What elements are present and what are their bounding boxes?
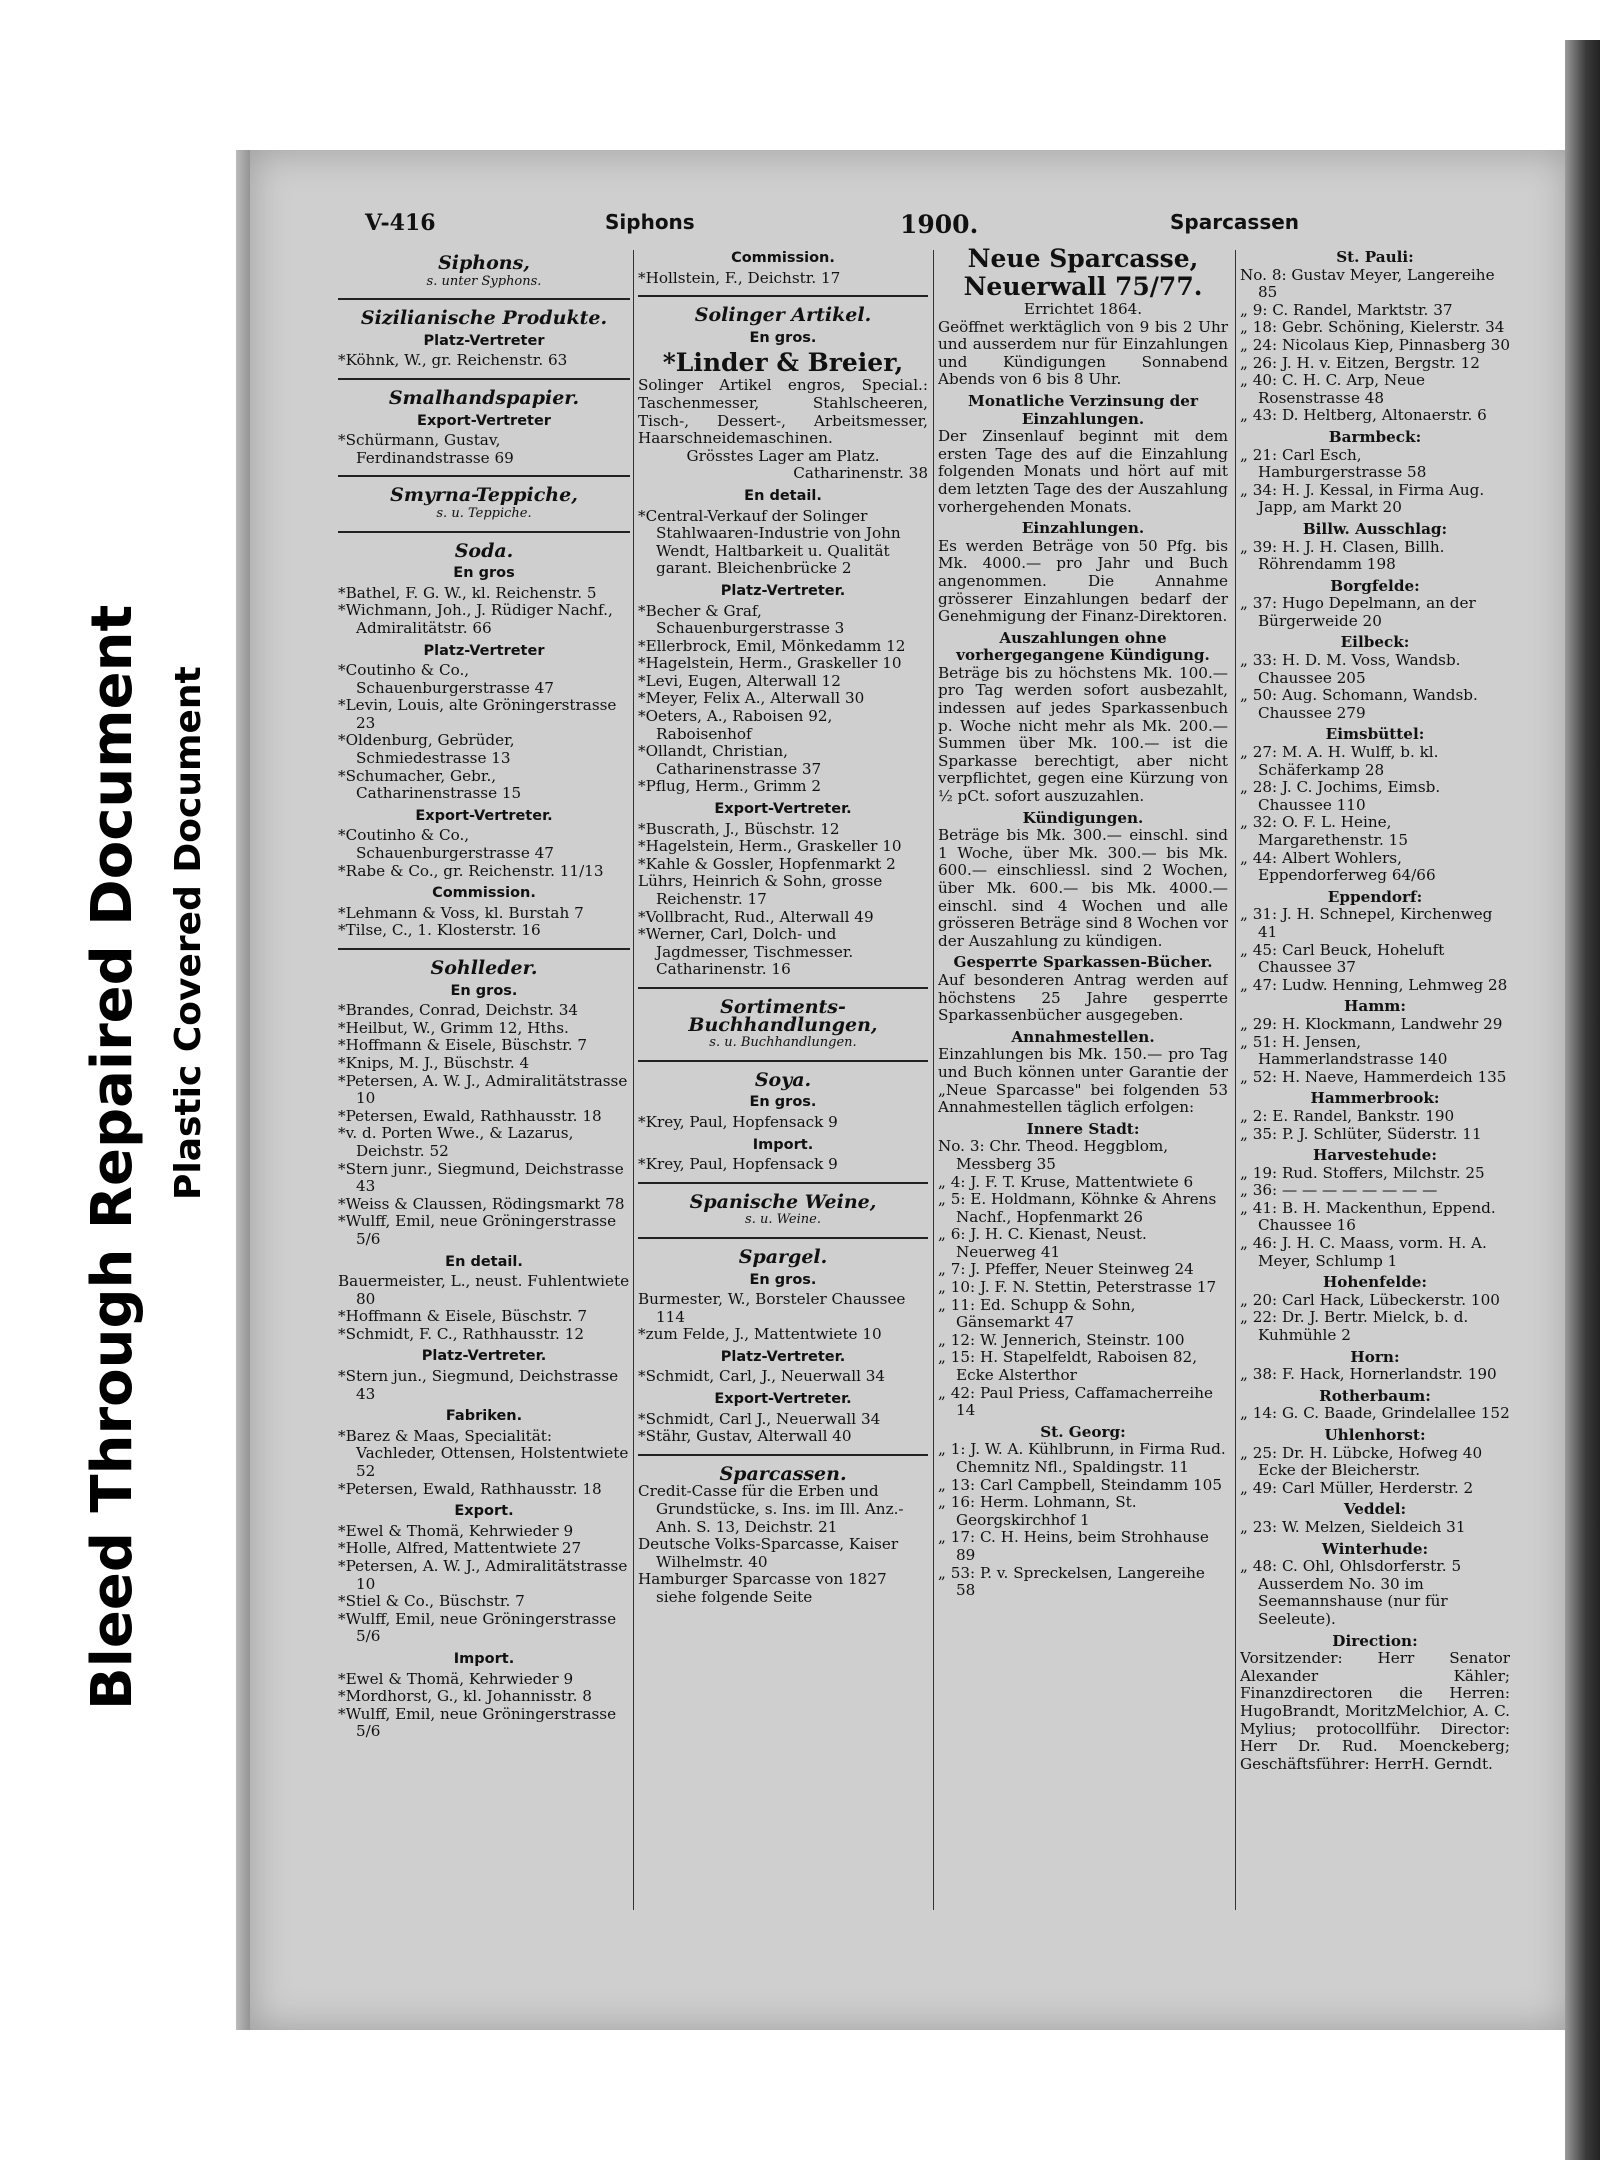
directory-entry: *Petersen, Ewald, Rathhausstr. 18	[338, 1479, 602, 1498]
directory-entry: No. 3: Chr. Theod. Heggblom, Messberg 35	[938, 1137, 1169, 1173]
section-heading: Spargel.	[738, 1245, 828, 1268]
right-aligned-line: Catharinenstr. 38	[793, 464, 928, 483]
directory-entry: *Oeters, A., Raboisen 92, Raboisenhof	[638, 707, 833, 743]
directory-entry: *Köhnk, W., gr. Reichenstr. 63	[338, 351, 568, 370]
directory-entry: *Schmidt, F. C., Rathhausstr. 12	[338, 1324, 585, 1343]
directory-entry: *zum Felde, J., Mattentwiete 10	[638, 1325, 882, 1344]
bold-heading: Direction:	[1332, 1631, 1418, 1650]
subheading: En gros.	[749, 329, 817, 346]
bold-heading: Innere Stadt:	[1026, 1119, 1140, 1138]
directory-entry: „ 7: J. Pfeffer, Neuer Steinweg 24	[938, 1260, 1194, 1279]
advert-title: *Linder & Breier,	[662, 348, 904, 378]
cross-reference: s. u. Buchhandlungen.	[709, 1035, 857, 1051]
directory-entry: *Wulff, Emil, neue Gröningerstrasse 5/6	[338, 1704, 617, 1741]
directory-entry: *Heilbut, W., Grimm 12, Hths.	[338, 1018, 569, 1037]
bold-heading: Eilbeck:	[1340, 633, 1410, 652]
directory-entry: „ 2: E. Randel, Bankstr. 190	[1240, 1106, 1455, 1125]
directory-entry: „ 31: J. H. Schnepel, Kirchenweg 41	[1240, 905, 1493, 941]
directory-entry: „ 45: Carl Beuck, Hoheluft Chaussee 37	[1240, 940, 1445, 977]
directory-entry: „ 47: Ludw. Henning, Lehmweg 28	[1240, 975, 1508, 994]
directory-entry: „ 42: Paul Priess, Caffamacherreihe 14	[938, 1383, 1213, 1420]
section-rule	[638, 1060, 928, 1062]
bold-heading: Borgfelde:	[1330, 576, 1420, 595]
directory-entry: „ 49: Carl Müller, Herderstr. 2	[1240, 1478, 1474, 1497]
section-heading: Sparcassen.	[719, 1462, 847, 1485]
section-heading: Sizilianische Produkte.	[360, 307, 608, 330]
directory-entry: *Stiel & Co., Büschstr. 7	[338, 1592, 525, 1611]
subheading: En gros.	[450, 982, 518, 999]
column-divider	[933, 250, 934, 1910]
bold-heading: Veddel:	[1343, 1500, 1407, 1519]
bold-heading: Monatliche Verzinsung der Einzahlungen.	[968, 391, 1198, 428]
header-year: 1900.	[900, 210, 979, 239]
directory-entry: „ 29: H. Klockmann, Landwehr 29	[1240, 1014, 1503, 1033]
directory-entry: „ 5: E. Holdmann, Köhnke & Ahrens Nachf., Hopfenmarkt 26	[938, 1190, 1217, 1226]
centered-line: Errichtet 1864.	[1023, 300, 1143, 318]
directory-entry: *Levin, Louis, alte Gröningerstrasse 23	[338, 696, 617, 732]
directory-entry: *Buscrath, J., Büschstr. 12	[638, 819, 840, 838]
directory-entry: *Holle, Alfred, Mattentwiete 27	[338, 1539, 582, 1558]
bold-heading: Hohenfelde:	[1322, 1273, 1428, 1292]
directory-entry: *Becher & Graf, Schauenburgerstrasse 3	[638, 601, 845, 638]
column-divider	[633, 250, 634, 1910]
directory-entry: „ 1: J. W. A. Kühlbrunn, in Firma Rud. Chemnitz Nfl., Spaldingstr. 11	[938, 1440, 1226, 1476]
section-rule	[638, 1182, 928, 1184]
cross-reference: s. unter Syphons.	[426, 273, 542, 289]
directory-entry: „ 19: Rud. Stoffers, Milchstr. 25	[1240, 1163, 1485, 1182]
directory-entry: *Pflug, Herm., Grimm 2	[638, 777, 822, 796]
directory-entry: *Wulff, Emil, neue Gröningerstrasse 5/6	[338, 1609, 617, 1646]
directory-entry: „ 44: Albert Wohlers, Eppendorferweg 64/66	[1240, 848, 1436, 885]
bold-heading: Horn:	[1350, 1347, 1400, 1366]
directory-entry: *Kahle & Gossler, Hopfenmarkt 2	[638, 854, 896, 873]
directory-entry: „ 41: B. H. Mackenthun, Eppend. Chaussee 16	[1240, 1198, 1496, 1235]
subheading: Import.	[453, 1650, 515, 1667]
section-rule	[638, 1454, 928, 1456]
directory-entry: Credit-Casse für die Erben und Grundstücke, s. Ins. im Ill. Anz.-Anh. S. 13, Deichstr. 21	[638, 1482, 904, 1536]
directory-entry: „ 39: H. J. H. Clasen, Billh. Röhrendamm 198	[1240, 537, 1445, 574]
directory-entry: „ 4: J. F. T. Kruse, Mattentwiete 6	[938, 1172, 1194, 1191]
page-header	[365, 210, 1300, 246]
subheading: En gros.	[749, 1271, 817, 1288]
bold-heading: Annahmestellen.	[1011, 1027, 1155, 1046]
section-heading: Sortiments-Buchhandlungen,	[688, 995, 878, 1036]
directory-entry: *Wichmann, Joh., J. Rüdiger Nachf., Admiralitätstr. 66	[338, 601, 613, 637]
directory-entry: „ 27: M. A. H. Wulff, b. kl. Schäferkamp 28	[1240, 743, 1439, 779]
directory-entry: „ 20: Carl Hack, Lübeckerstr. 100	[1240, 1290, 1500, 1309]
paragraph: Vorsitzender: Herr Senator Alexander Kähler; Finanzdirectoren die Herren: HugoBrandt, MoritzMelchior, A. C. Mylius; protocollführ. Director: Herr Dr. Rud. Moenckeberg; Geschäftsführer: HerrH. Gerndt.	[1240, 1649, 1510, 1773]
bold-heading: Rotherbaum:	[1319, 1386, 1431, 1405]
column-2	[638, 245, 928, 1607]
section-rule	[338, 298, 630, 300]
paragraph: Beträge bis Mk. 300.— einschl. sind 1 Woche, über Mk. 300.— bis Mk. 600.— einschliessl. sind 2 Wochen, über Mk. 600.— bis Mk. 4000.— einschl. sind 4 Wochen und alle grösseren Beträge sind 8 Wochen vor der Auszahlung zu kündigen.	[938, 826, 1228, 950]
directory-entry: „ 35: P. J. Schlüter, Süderstr. 11	[1240, 1124, 1482, 1143]
column-3	[938, 245, 1228, 1600]
directory-entry: „ 38: F. Hack, Hornerlandstr. 190	[1240, 1365, 1497, 1384]
directory-entry: *Levi, Eugen, Alterwall 12	[638, 671, 841, 690]
directory-entry: *Werner, Carl, Dolch- und Jagdmesser, Tischmesser. Catharinenstr. 16	[638, 925, 854, 979]
column-4	[1240, 245, 1510, 1773]
subheading: Export-Vertreter	[417, 412, 551, 429]
directory-entry: *Hagelstein, Herm., Graskeller 10	[638, 837, 902, 856]
subheading: Commission.	[731, 250, 835, 266]
directory-entry: *Tilse, C., 1. Klosterstr. 16	[338, 921, 541, 940]
directory-entry: *Coutinho & Co., Schauenburgerstrasse 47	[338, 661, 554, 697]
directory-entry: *Krey, Paul, Hopfensack 9	[638, 1155, 838, 1174]
directory-entry: *Petersen, Ewald, Rathhausstr. 18	[338, 1106, 602, 1125]
column-1	[338, 245, 630, 1741]
directory-entry: *Weiss & Claussen, Rödingsmarkt 78	[338, 1194, 625, 1213]
directory-entry: *Schumacher, Gebr., Catharinenstrasse 15	[338, 766, 522, 803]
directory-entry: *Oldenburg, Gebrüder, Schmiedestrasse 13	[338, 731, 515, 768]
directory-entry: *Schmidt, Carl, J., Neuerwall 34	[638, 1367, 886, 1386]
bold-heading: Winterhude:	[1321, 1539, 1429, 1558]
section-rule	[638, 1237, 928, 1239]
directory-entry: „ 18: Gebr. Schöning, Kielerstr. 34	[1240, 318, 1505, 337]
section-heading: Soya.	[754, 1068, 812, 1091]
directory-entry: „ 22: Dr. J. Bertr. Mielck, b. d. Kuhmühle 2	[1240, 1308, 1469, 1345]
directory-entry: *Mordhorst, G., kl. Johannisstr. 8	[338, 1687, 592, 1706]
directory-entry: *Barez & Maas, Specialität: Vachleder, Ottensen, Holstentwiete 52	[338, 1426, 629, 1481]
directory-entry: „ 23: W. Melzen, Sieldeich 31	[1240, 1517, 1466, 1536]
cross-reference: s. u. Weine.	[745, 1212, 821, 1228]
section-heading: Solinger Artikel.	[694, 304, 872, 327]
bold-heading: Kündigungen.	[1022, 808, 1144, 827]
directory-entry: „ 10: J. F. N. Stettin, Peterstrasse 17	[938, 1278, 1217, 1297]
directory-entry: „ 26: J. H. v. Eitzen, Bergstr. 12	[1240, 353, 1480, 372]
directory-entry: „ 52: H. Naeve, Hammerdeich 135	[1240, 1067, 1507, 1086]
section-rule	[638, 987, 928, 989]
directory-entry: *Schürmann, Gustav, Ferdinandstrasse 69	[338, 431, 514, 467]
directory-entry: „ 6: J. H. C. Kienast, Neust. Neuerweg 41	[938, 1225, 1147, 1261]
header-right-keyword: Sparcassen	[1170, 210, 1300, 234]
subheading: Platz-Vertreter	[423, 642, 545, 659]
centered-line: Grösstes Lager am Platz.	[686, 446, 880, 465]
bold-heading: Billw. Ausschlag:	[1302, 519, 1448, 538]
directory-entry: *Stern junr., Siegmund, Deichstrasse 43	[338, 1159, 624, 1196]
directory-entry: *Ewel & Thomä, Kehrwieder 9	[338, 1521, 574, 1540]
section-heading: Smyrna-Teppiche,	[390, 484, 578, 507]
directory-entry: „ 32: O. F. L. Heine, Margarethenstr. 15	[1240, 813, 1409, 849]
bold-heading: Gesperrte Sparkassen-Bücher.	[953, 953, 1213, 972]
directory-entry: „ 48: C. Ohl, Ohlsdorferstr. 5 Ausserdem No. 30 im Seemannshause (nur für Seeleute).	[1240, 1557, 1462, 1628]
directory-entry: „ 37: Hugo Depelmann, an der Bürgerweide 20	[1240, 594, 1476, 630]
section-heading: Sohlleder.	[430, 957, 538, 979]
bold-heading: St. Georg:	[1040, 1422, 1126, 1441]
directory-entry: „ 43: D. Heltberg, Altonaerstr. 6	[1240, 406, 1487, 425]
bold-heading: Hamm:	[1344, 997, 1406, 1016]
paragraph: Es werden Beträge von 50 Pfg. bis Mk. 4000.— pro Jahr und Buch angenommen. Die Annahme grösserer Einzahlungen bedarf der Genehmigung der Finanz-Direktoren.	[938, 536, 1228, 626]
directory-entry: *Meyer, Felix A., Alterwall 30	[638, 689, 865, 708]
directory-entry: *Petersen, A. W. J., Admiralitätstrasse 10	[338, 1557, 628, 1593]
directory-entry: *Hagelstein, Herm., Graskeller 10	[638, 654, 902, 673]
directory-entry: No. 8: Gustav Meyer, Langereihe 85	[1240, 265, 1495, 302]
directory-entry: „ 21: Carl Esch, Hamburgerstrasse 58	[1240, 445, 1427, 482]
directory-entry: *Brandes, Conrad, Deichstr. 34	[338, 1001, 579, 1020]
advert-title: Neue Sparcasse,	[967, 245, 1199, 273]
directory-entry: „ 33: H. D. M. Voss, Wandsb. Chaussee 205	[1240, 651, 1461, 687]
subheading: Fabriken.	[445, 1408, 523, 1425]
section-heading: Smalhandspapier.	[388, 386, 580, 409]
bold-heading: Hammerbrook:	[1310, 1089, 1440, 1108]
directory-entry: *Coutinho & Co., Schauenburgerstrasse 47	[338, 826, 554, 863]
directory-entry: *Vollbracht, Rud., Alterwall 49	[638, 907, 874, 926]
bold-heading: Eimsbüttel:	[1325, 725, 1425, 744]
subheading: En gros	[453, 565, 515, 582]
bold-heading: Eppendorf:	[1327, 887, 1423, 906]
section-rule	[338, 475, 630, 477]
subheading: Platz-Vertreter.	[720, 582, 846, 599]
section-heading: Spanische Weine,	[689, 1190, 877, 1213]
directory-entry: Lührs, Heinrich & Sohn, grosse Reichenstr. 17	[638, 872, 883, 908]
subheading: Export-Vertreter.	[714, 1391, 852, 1408]
paragraph: Geöffnet werktäglich von 9 bis 2 Uhr und ausserdem nur für Einzahlungen und Kündigungen Sonnabend Abends von 6 bis 8 Uhr.	[938, 317, 1228, 389]
section-rule	[338, 948, 630, 950]
subheading: En detail.	[445, 1253, 523, 1270]
directory-entry: *Schmidt, Carl J., Neuerwall 34	[638, 1409, 881, 1428]
directory-entry: *Lehmann & Voss, kl. Burstah 7	[338, 903, 584, 922]
bold-heading: St. Pauli:	[1336, 248, 1414, 266]
subheading: En gros.	[749, 1094, 817, 1111]
directory-entry: Burmester, W., Borsteler Chaussee 114	[638, 1290, 906, 1326]
subheading: Platz-Vertreter	[423, 332, 545, 349]
bold-heading: Barmbeck:	[1328, 427, 1422, 446]
directory-entry: *Rabe & Co., gr. Reichenstr. 11/13	[338, 861, 604, 880]
subheading: Import.	[752, 1136, 814, 1153]
bold-heading: Harvestehude:	[1313, 1146, 1437, 1165]
directory-entry: „ 11: Ed. Schupp & Sohn, Gänsemarkt 47	[938, 1295, 1136, 1332]
paragraph: Solinger Artikel engros, Special.: Taschenmesser, Stahlscheeren, Tisch-, Dessert-, Arbeitsmesser, Haarschneidemaschinen.	[638, 376, 928, 448]
section-heading: Soda.	[454, 539, 514, 562]
directory-entry: *Hoffmann & Eisele, Büschstr. 7	[338, 1307, 588, 1326]
directory-entry: „ 53: P. v. Spreckelsen, Langereihe 58	[938, 1563, 1205, 1600]
bold-heading: Einzahlungen.	[1021, 519, 1145, 538]
subheading: Platz-Vertreter.	[720, 1348, 846, 1365]
directory-entry: „ 14: G. C. Baade, Grindelallee 152	[1240, 1404, 1510, 1423]
directory-entry: „ 9: C. Randel, Marktstr. 37	[1240, 300, 1453, 319]
directory-entry: *Knips, M. J., Büschstr. 4	[338, 1053, 530, 1072]
advert-title: Neuerwall 75/77.	[963, 272, 1203, 301]
directory-entry: *Krey, Paul, Hopfensack 9	[638, 1112, 838, 1131]
directory-entry: „ 24: Nicolaus Kiep, Pinnasberg 30	[1240, 335, 1510, 354]
section-heading: Siphons,	[438, 252, 530, 274]
directory-entry: *Stern jun., Siegmund, Deichstrasse 43	[338, 1367, 619, 1403]
directory-entry: *Wulff, Emil, neue Gröningerstrasse 5/6	[338, 1212, 617, 1248]
section-rule	[638, 295, 928, 297]
directory-entry: „ 40: C. H. C. Arp, Neue Rosenstrasse 48	[1240, 371, 1425, 407]
directory-entry: *Ollandt, Christian, Catharinenstrasse 37	[638, 742, 822, 778]
bold-heading: Auszahlungen ohne vorhergegangene Kündigung.	[956, 628, 1210, 665]
overlay-label-main: Bleed Through Repaired Document	[80, 604, 145, 1710]
directory-entry: *Hollstein, F., Deichstr. 17	[638, 268, 841, 287]
directory-entry: *Ellerbrock, Emil, Mönkedamm 12	[638, 636, 906, 655]
directory-entry: *v. d. Porten Wwe., & Lazarus, Deichstr. 52	[338, 1124, 574, 1160]
section-rule	[338, 531, 630, 533]
directory-entry: *Petersen, A. W. J., Admiralitätstrasse 10	[338, 1071, 628, 1108]
directory-entry: „ 36: — — — — — — — —	[1240, 1181, 1438, 1200]
directory-entry: „ 50: Aug. Schomann, Wandsb. Chaussee 279	[1240, 686, 1478, 722]
subheading: Platz-Vertreter.	[421, 1348, 547, 1365]
directory-entry: „ 46: J. H. C. Maass, vorm. H. A. Meyer, Schlump 1	[1240, 1234, 1487, 1270]
header-left-keyword: Siphons	[605, 210, 695, 234]
directory-entry: „ 51: H. Jensen, Hammerlandstrasse 140	[1240, 1032, 1448, 1069]
directory-entry: „ 34: H. J. Kessal, in Firma Aug. Japp, am Markt 20	[1240, 480, 1485, 517]
directory-entry: „ 16: Herm. Lohmann, St. Georgskirchhof 1	[938, 1493, 1137, 1529]
directory-entry: „ 17: C. H. Heins, beim Strohhause 89	[938, 1528, 1209, 1564]
directory-entry: Bauermeister, L., neust. Fuhlentwiete 80	[338, 1272, 630, 1308]
directory-entry: „ 25: Dr. H. Lübcke, Hofweg 40 Ecke der Bleicherstr.	[1240, 1443, 1483, 1480]
directory-entry: *Ewel & Thomä, Kehrwieder 9	[338, 1669, 574, 1688]
subheading: Export.	[454, 1503, 514, 1520]
subheading: Export-Vertreter.	[415, 807, 553, 824]
directory-entry: *Stähr, Gustav, Alterwall 40	[638, 1427, 852, 1446]
directory-entry: „ 15: H. Stapelfeldt, Raboisen 82, Ecke Alsterthor	[938, 1348, 1198, 1385]
directory-entry: *Hoffmann & Eisele, Büschstr. 7	[338, 1036, 588, 1055]
column-divider	[1235, 250, 1236, 1910]
directory-entry: „ 28: J. C. Jochims, Eimsb. Chaussee 110	[1240, 778, 1441, 814]
overlay-label-sub: Plastic Covered Document	[168, 666, 209, 1200]
directory-entry: „ 12: W. Jennerich, Steinstr. 100	[938, 1330, 1185, 1349]
subheading: En detail.	[744, 487, 822, 504]
directory-entry: *Bathel, F. G. W., kl. Reichenstr. 5	[338, 583, 597, 602]
directory-entry: „ 13: Carl Campbell, Steindamm 105	[938, 1475, 1222, 1494]
page-number: V-416	[365, 210, 436, 236]
paragraph: Auf besonderen Antrag werden auf höchstens 25 Jahre gesperrte Sparkassenbücher ausgegeben.	[938, 970, 1228, 1025]
directory-entry: Hamburger Sparcasse von 1827 siehe folgende Seite	[638, 1570, 887, 1606]
directory-entry: *Central-Verkauf der Solinger Stahlwaaren-Industrie von John Wendt, Haltbarkeit u. Qualität garant. Bleichenbrücke 2	[638, 506, 901, 578]
book-spine-edge	[1565, 40, 1600, 2160]
directory-entry: Deutsche Volks-Sparcasse, Kaiser Wilhelmstr. 40	[638, 1535, 899, 1571]
section-rule	[338, 378, 630, 380]
paragraph: Beträge bis zu höchstens Mk. 100.— pro Tag werden sofort ausbezahlt, indessen auf jedes Sparkassenbuch p. Woche nicht mehr als Mk. 200.— Summen über Mk. 100.— ist die Sparkasse berechtigt, aber nicht verpflichtet, gegen eine Kürzung von ½ pCt. sofort auszuzahlen.	[938, 663, 1228, 806]
bold-heading: Uhlenhorst:	[1324, 1426, 1426, 1444]
cross-reference: s. u. Teppiche.	[436, 505, 532, 521]
paragraph: Der Zinsenlauf beginnt mit dem ersten Tage des auf die Einzahlung folgenden Monats und hört auf mit dem letzten Tage des der Auszahlung vorhergehenden Monats.	[938, 427, 1228, 516]
subheading: Export-Vertreter.	[714, 801, 852, 818]
subheading: Commission.	[432, 885, 536, 902]
paragraph: Einzahlungen bis Mk. 150.— pro Tag und Buch können unter Garantie der „Neue Sparcasse" bei folgenden 53 Annahmestellen täglich erfolgen:	[938, 1045, 1228, 1117]
